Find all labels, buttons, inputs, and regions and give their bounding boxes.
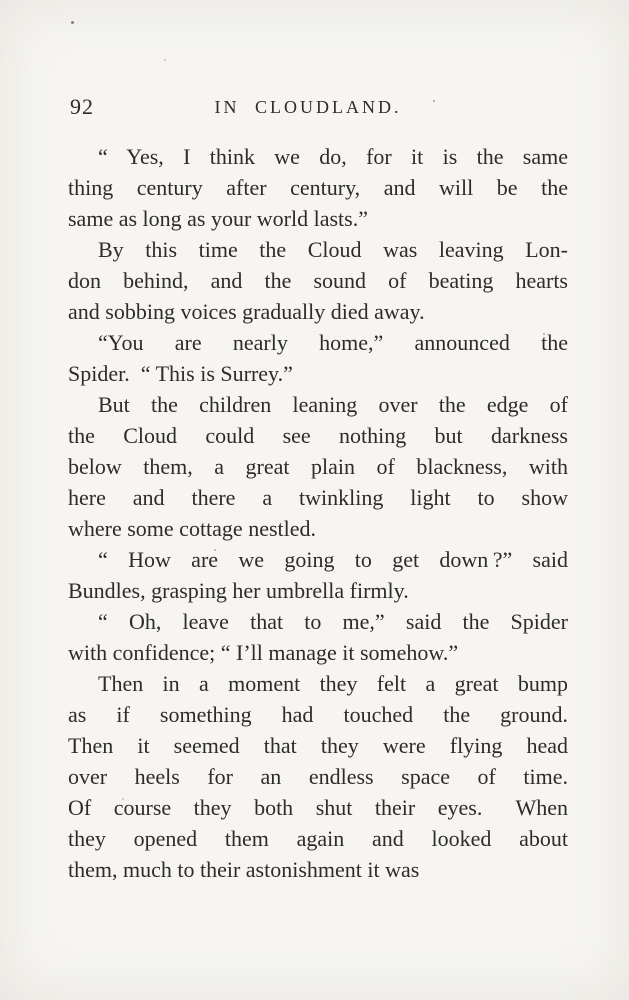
text-line: and sobbing voices gradually died away. (68, 299, 425, 324)
scan-speck (71, 21, 74, 24)
text-line: “You are nearly home,” announced the (98, 330, 568, 355)
text-line: same as long as your world lasts.” (68, 206, 368, 231)
text-line: the Cloud could see nothing but darkness (68, 423, 568, 448)
text-line: Then it seemed that they were flying head (68, 733, 568, 758)
text-line: “ Oh, leave that to me,” said the Spider (98, 609, 568, 634)
text-line: thing century after century, and will be the (68, 175, 568, 200)
page-body (68, 141, 568, 885)
scan-speck (543, 333, 545, 335)
scan-speck (122, 798, 124, 800)
text-line: don behind, and the sound of beating hearts (68, 268, 568, 293)
text-line: By this time the Cloud was leaving Lon- (98, 237, 568, 262)
text-line: with confidence; “ I’ll manage it somehow.” (68, 640, 459, 665)
running-title: IN CLOUDLAND. (214, 97, 402, 117)
page-number: 92 (70, 94, 94, 119)
text-line: them, much to their astonishment it was (68, 857, 420, 882)
page-header (68, 94, 568, 124)
text-line: Bundles, grasping her umbrella firmly. (68, 578, 409, 603)
text-line: But the children leaning over the edge of (98, 392, 568, 417)
text-line: Spider. “ This is Surrey.” (68, 361, 293, 386)
text-line: below them, a great plain of blackness, with (68, 454, 568, 479)
text-line: here and there a twinkling light to show (68, 485, 568, 510)
text-line: “ Yes, I think we do, for it is the same (98, 144, 568, 169)
text-line: Of course they both shut their eyes. When (68, 795, 568, 820)
text-line: Then in a moment they felt a great bump (98, 671, 568, 696)
text-line: where some cottage nestled. (68, 516, 317, 541)
text-line: “ How are we going to get down ?” said (98, 547, 568, 572)
scan-speck (214, 549, 216, 551)
text-line: as if something had touched the ground. (68, 702, 568, 727)
text-line: over heels for an endless space of time. (68, 764, 568, 789)
scan-speck (164, 59, 166, 61)
scan-speck (433, 100, 435, 102)
text-line: they opened them again and looked about (68, 826, 568, 851)
